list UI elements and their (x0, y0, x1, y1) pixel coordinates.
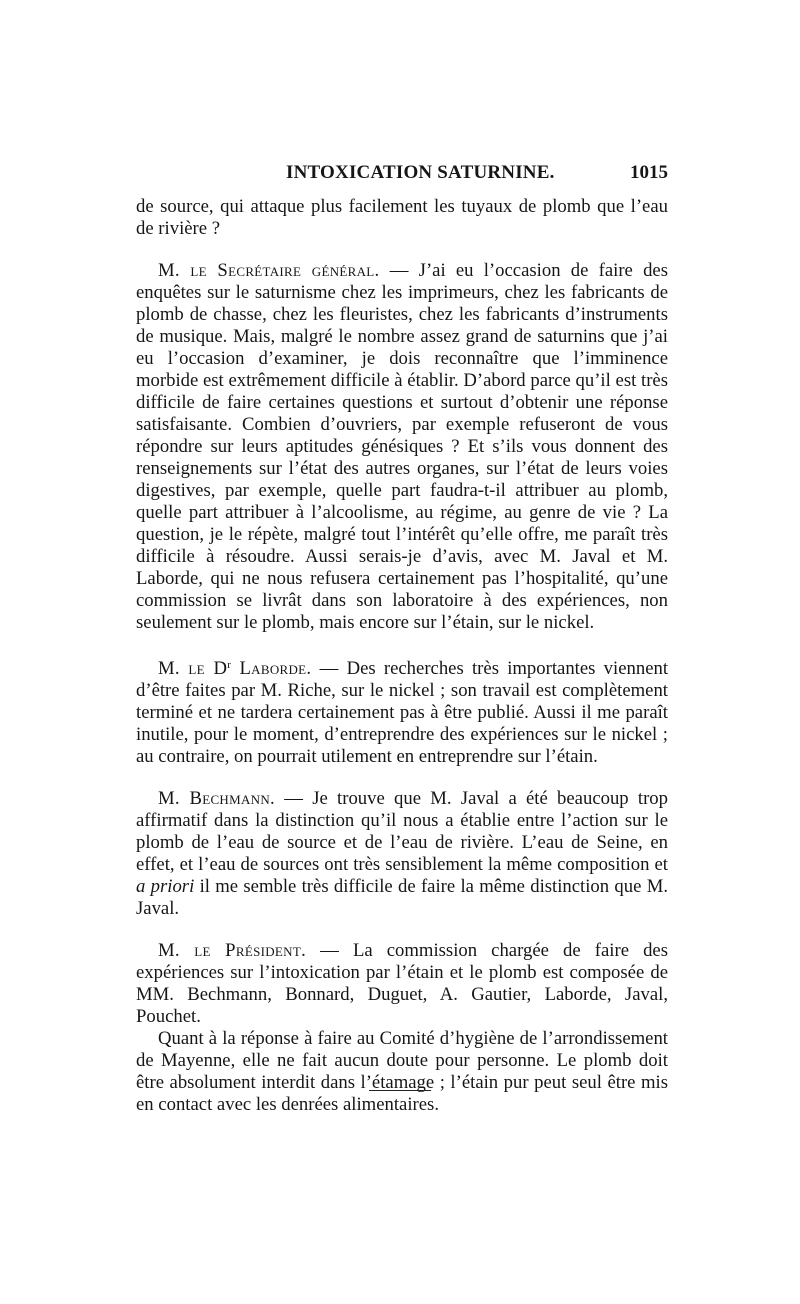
paragraph-president (136, 940, 668, 1028)
paragraph-continuation (136, 196, 668, 240)
paragraph-text: — Des recherches très importantes viennent d’être faites par M. Riche, sur le nickel ; son travail est complètement terminé et ne tardera certainement pas à être publié. Aussi il me paraît inutile, pour le moment, d’entreprendre des expériences sur le nickel ; au contraire, on pourrait utilement en entreprendre sur l’étain. (136, 658, 669, 767)
running-head (136, 162, 668, 186)
paragraph-text-end: il me semble très difficile de faire la même distinction que M. Javal. (136, 876, 668, 919)
speaker-name: M. le Président. (158, 940, 307, 961)
paragraph-secretaire (136, 260, 668, 634)
body-text (136, 196, 668, 1116)
speaker-name: M. Bechmann. (158, 788, 276, 809)
paragraph-conclusion (136, 1028, 668, 1116)
closing-rule (369, 1090, 431, 1091)
page-number: 1015 (630, 162, 668, 183)
speaker-title-superscript: r (227, 659, 231, 671)
running-title: INTOXICATION SATURNINE. (286, 162, 555, 183)
paragraph-laborde (136, 654, 668, 768)
paragraph-text: de source, qui attaque plus facilement les tuyaux de plomb que l’eau de rivière ? (136, 196, 668, 239)
speaker-name: M. le Secrétaire général. (158, 260, 380, 281)
speaker-name: M. le D (158, 658, 228, 679)
paragraph-text: — Je trouve que M. Javal a été beaucoup trop affirmatif dans la distinction qu’il nous a établie entre l’action sur le plomb de l’eau de source et de l’eau de rivière. L’eau de Seine, en effet, et l’eau de sources ont très sensiblement la même composition et (136, 788, 668, 875)
paragraph-text: — La commission chargée de faire des expériences sur l’intoxication par l’étain et le plomb est composée de MM. Bechmann, Bonnard, Duguet, A. Gautier, Laborde, Javal, Pouchet. (136, 940, 668, 1027)
speaker-name-rest: Laborde. (230, 658, 312, 679)
paragraph-bechmann (136, 788, 668, 920)
emphasis-text: a priori (136, 876, 195, 897)
paragraph-text: Quant à la réponse à faire au Comité d’hygiène de l’arrondissement de Mayenne, elle ne fait aucun doute pour personne. Le plomb doit être absolument interdit dans l’étamage ; l’étain pur peut seul être mis en contact avec les denrées alimentaires. (136, 1028, 668, 1115)
paragraph-text: — J’ai eu l’occasion de faire des enquêtes sur le saturnisme chez les imprimeurs, chez les fabricants de plomb de chasse, chez les fleuristes, chez les fabricants d’instruments de musique. Mais, malgré le nombre assez grand de saturnins que j’ai eu l’occasion d’examiner, je dois reconnaître que l’imminence morbide est extrêmement difficile à établir. D’abord parce qu’il est très difficile de faire certaines questions et surtout d’obtenir une réponse satisfaisante. Combien d’ouvriers, par exemple refuseront de vous répondre sur leurs aptitudes génésiques ? Et s’ils vous donnent des renseignements sur l’état des autres organes, sur l’état de leurs voies digestives, par exemple, quelle part faudra-t-il attribuer au plomb, quelle part attribuer à l’alcoolisme, au régime, au genre de vie ? La question, je le répète, malgré tout l’intérêt qu’elle offre, me paraît très difficile à résoudre. Aussi serais-je d’avis, avec M. Javal et M. Laborde, qui ne nous refusera certainement pas l’hospitalité, qu’une commission se livrât dans son laboratoire à des expériences, non seulement sur le plomb, mais encore sur l’étain, sur le nickel. (136, 260, 668, 633)
